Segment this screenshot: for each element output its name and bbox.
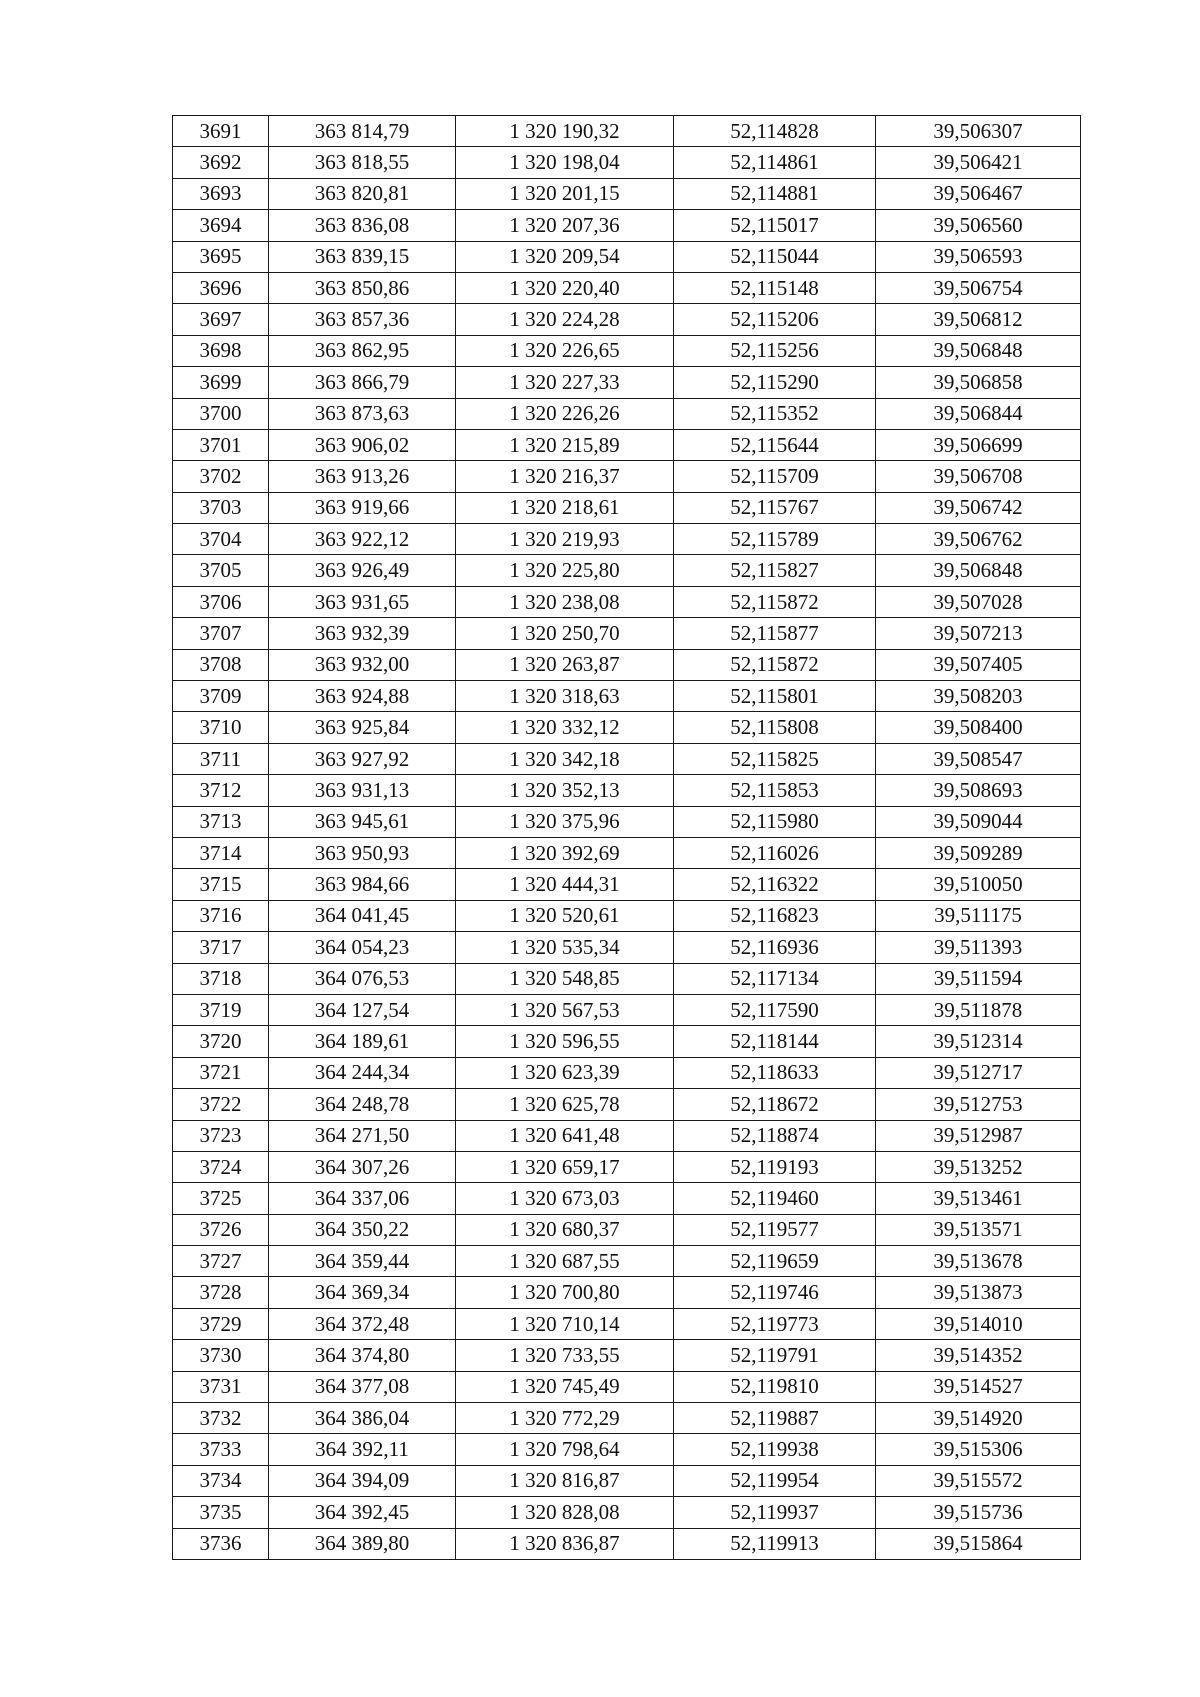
longitude-cell: 39,508547 (876, 743, 1081, 774)
table-row (173, 1026, 1081, 1057)
longitude-cell: 39,512987 (876, 1120, 1081, 1151)
table-row (173, 869, 1081, 900)
latitude-cell: 52,119746 (674, 1277, 876, 1308)
table-row (173, 1057, 1081, 1088)
latitude-cell: 52,114861 (674, 147, 876, 178)
table-row (173, 932, 1081, 963)
point-number-cell: 3699 (173, 367, 269, 398)
x-coordinate-cell: 364 076,53 (269, 963, 456, 994)
latitude-cell: 52,115767 (674, 492, 876, 523)
table-row (173, 147, 1081, 178)
x-coordinate-cell: 363 984,66 (269, 869, 456, 900)
latitude-cell: 52,115017 (674, 210, 876, 241)
y-coordinate-cell: 1 320 226,65 (456, 335, 674, 366)
y-coordinate-cell: 1 320 219,93 (456, 524, 674, 555)
point-number-cell: 3726 (173, 1214, 269, 1245)
longitude-cell: 39,506754 (876, 272, 1081, 303)
x-coordinate-cell: 363 932,00 (269, 649, 456, 680)
x-coordinate-cell: 364 369,34 (269, 1277, 456, 1308)
point-number-cell: 3702 (173, 461, 269, 492)
longitude-cell: 39,508400 (876, 712, 1081, 743)
latitude-cell: 52,117134 (674, 963, 876, 994)
point-number-cell: 3703 (173, 492, 269, 523)
point-number-cell: 3693 (173, 178, 269, 209)
y-coordinate-cell: 1 320 227,33 (456, 367, 674, 398)
x-coordinate-cell: 363 850,86 (269, 272, 456, 303)
latitude-cell: 52,115789 (674, 524, 876, 555)
longitude-cell: 39,506708 (876, 461, 1081, 492)
table-row (173, 1089, 1081, 1120)
point-number-cell: 3728 (173, 1277, 269, 1308)
longitude-cell: 39,509044 (876, 806, 1081, 837)
latitude-cell: 52,116026 (674, 837, 876, 868)
y-coordinate-cell: 1 320 535,34 (456, 932, 674, 963)
latitude-cell: 52,115709 (674, 461, 876, 492)
point-number-cell: 3707 (173, 618, 269, 649)
latitude-cell: 52,115644 (674, 429, 876, 460)
longitude-cell: 39,506812 (876, 304, 1081, 335)
point-number-cell: 3729 (173, 1308, 269, 1339)
point-number-cell: 3736 (173, 1528, 269, 1559)
x-coordinate-cell: 363 926,49 (269, 555, 456, 586)
latitude-cell: 52,118144 (674, 1026, 876, 1057)
coordinates-table-body (173, 116, 1081, 1560)
y-coordinate-cell: 1 320 375,96 (456, 806, 674, 837)
coordinates-table (172, 115, 1081, 1560)
x-coordinate-cell: 363 913,26 (269, 461, 456, 492)
y-coordinate-cell: 1 320 226,26 (456, 398, 674, 429)
table-row (173, 618, 1081, 649)
y-coordinate-cell: 1 320 641,48 (456, 1120, 674, 1151)
point-number-cell: 3725 (173, 1183, 269, 1214)
latitude-cell: 52,115825 (674, 743, 876, 774)
y-coordinate-cell: 1 320 828,08 (456, 1497, 674, 1528)
table-row (173, 1151, 1081, 1182)
x-coordinate-cell: 363 818,55 (269, 147, 456, 178)
y-coordinate-cell: 1 320 209,54 (456, 241, 674, 272)
table-row (173, 1340, 1081, 1371)
longitude-cell: 39,513678 (876, 1246, 1081, 1277)
longitude-cell: 39,510050 (876, 869, 1081, 900)
longitude-cell: 39,514352 (876, 1340, 1081, 1371)
x-coordinate-cell: 363 862,95 (269, 335, 456, 366)
y-coordinate-cell: 1 320 352,13 (456, 775, 674, 806)
table-row (173, 994, 1081, 1025)
table-row (173, 367, 1081, 398)
longitude-cell: 39,512753 (876, 1089, 1081, 1120)
latitude-cell: 52,119810 (674, 1371, 876, 1402)
x-coordinate-cell: 363 919,66 (269, 492, 456, 523)
y-coordinate-cell: 1 320 218,61 (456, 492, 674, 523)
table-row (173, 1183, 1081, 1214)
table-row (173, 429, 1081, 460)
longitude-cell: 39,507405 (876, 649, 1081, 680)
latitude-cell: 52,117590 (674, 994, 876, 1025)
y-coordinate-cell: 1 320 263,87 (456, 649, 674, 680)
table-row (173, 178, 1081, 209)
y-coordinate-cell: 1 320 224,28 (456, 304, 674, 335)
longitude-cell: 39,514920 (876, 1403, 1081, 1434)
longitude-cell: 39,506742 (876, 492, 1081, 523)
y-coordinate-cell: 1 320 201,15 (456, 178, 674, 209)
table-row (173, 900, 1081, 931)
longitude-cell: 39,511878 (876, 994, 1081, 1025)
y-coordinate-cell: 1 320 318,63 (456, 681, 674, 712)
latitude-cell: 52,119887 (674, 1403, 876, 1434)
point-number-cell: 3710 (173, 712, 269, 743)
latitude-cell: 52,119954 (674, 1465, 876, 1496)
longitude-cell: 39,514527 (876, 1371, 1081, 1402)
longitude-cell: 39,515736 (876, 1497, 1081, 1528)
longitude-cell: 39,506593 (876, 241, 1081, 272)
y-coordinate-cell: 1 320 772,29 (456, 1403, 674, 1434)
y-coordinate-cell: 1 320 596,55 (456, 1026, 674, 1057)
x-coordinate-cell: 364 189,61 (269, 1026, 456, 1057)
x-coordinate-cell: 363 932,39 (269, 618, 456, 649)
table-row (173, 1308, 1081, 1339)
latitude-cell: 52,115808 (674, 712, 876, 743)
x-coordinate-cell: 364 271,50 (269, 1120, 456, 1151)
y-coordinate-cell: 1 320 215,89 (456, 429, 674, 460)
latitude-cell: 52,115877 (674, 618, 876, 649)
longitude-cell: 39,506844 (876, 398, 1081, 429)
latitude-cell: 52,115256 (674, 335, 876, 366)
x-coordinate-cell: 364 389,80 (269, 1528, 456, 1559)
x-coordinate-cell: 364 248,78 (269, 1089, 456, 1120)
latitude-cell: 52,119791 (674, 1340, 876, 1371)
y-coordinate-cell: 1 320 207,36 (456, 210, 674, 241)
latitude-cell: 52,115290 (674, 367, 876, 398)
x-coordinate-cell: 364 394,09 (269, 1465, 456, 1496)
table-row (173, 1371, 1081, 1402)
table-row (173, 1403, 1081, 1434)
table-row (173, 712, 1081, 743)
x-coordinate-cell: 364 307,26 (269, 1151, 456, 1182)
point-number-cell: 3708 (173, 649, 269, 680)
y-coordinate-cell: 1 320 687,55 (456, 1246, 674, 1277)
x-coordinate-cell: 363 925,84 (269, 712, 456, 743)
x-coordinate-cell: 363 927,92 (269, 743, 456, 774)
longitude-cell: 39,506848 (876, 555, 1081, 586)
x-coordinate-cell: 364 054,23 (269, 932, 456, 963)
table-row (173, 586, 1081, 617)
longitude-cell: 39,509289 (876, 837, 1081, 868)
latitude-cell: 52,115148 (674, 272, 876, 303)
x-coordinate-cell: 364 392,45 (269, 1497, 456, 1528)
longitude-cell: 39,506858 (876, 367, 1081, 398)
longitude-cell: 39,515572 (876, 1465, 1081, 1496)
y-coordinate-cell: 1 320 673,03 (456, 1183, 674, 1214)
y-coordinate-cell: 1 320 836,87 (456, 1528, 674, 1559)
longitude-cell: 39,511393 (876, 932, 1081, 963)
table-row (173, 335, 1081, 366)
y-coordinate-cell: 1 320 567,53 (456, 994, 674, 1025)
y-coordinate-cell: 1 320 332,12 (456, 712, 674, 743)
y-coordinate-cell: 1 320 225,80 (456, 555, 674, 586)
point-number-cell: 3696 (173, 272, 269, 303)
longitude-cell: 39,512717 (876, 1057, 1081, 1088)
latitude-cell: 52,115872 (674, 649, 876, 680)
latitude-cell: 52,118874 (674, 1120, 876, 1151)
table-row (173, 241, 1081, 272)
point-number-cell: 3715 (173, 869, 269, 900)
point-number-cell: 3711 (173, 743, 269, 774)
longitude-cell: 39,511175 (876, 900, 1081, 931)
longitude-cell: 39,515306 (876, 1434, 1081, 1465)
y-coordinate-cell: 1 320 798,64 (456, 1434, 674, 1465)
latitude-cell: 52,119937 (674, 1497, 876, 1528)
table-row (173, 304, 1081, 335)
point-number-cell: 3721 (173, 1057, 269, 1088)
x-coordinate-cell: 363 922,12 (269, 524, 456, 555)
point-number-cell: 3733 (173, 1434, 269, 1465)
longitude-cell: 39,514010 (876, 1308, 1081, 1339)
table-row (173, 775, 1081, 806)
point-number-cell: 3712 (173, 775, 269, 806)
y-coordinate-cell: 1 320 659,17 (456, 1151, 674, 1182)
table-row (173, 210, 1081, 241)
x-coordinate-cell: 364 377,08 (269, 1371, 456, 1402)
latitude-cell: 52,115872 (674, 586, 876, 617)
table-row (173, 743, 1081, 774)
table-row (173, 1246, 1081, 1277)
latitude-cell: 52,115827 (674, 555, 876, 586)
y-coordinate-cell: 1 320 444,31 (456, 869, 674, 900)
point-number-cell: 3717 (173, 932, 269, 963)
x-coordinate-cell: 364 386,04 (269, 1403, 456, 1434)
table-row (173, 116, 1081, 147)
point-number-cell: 3718 (173, 963, 269, 994)
point-number-cell: 3732 (173, 1403, 269, 1434)
latitude-cell: 52,115853 (674, 775, 876, 806)
longitude-cell: 39,506560 (876, 210, 1081, 241)
y-coordinate-cell: 1 320 710,14 (456, 1308, 674, 1339)
x-coordinate-cell: 364 244,34 (269, 1057, 456, 1088)
y-coordinate-cell: 1 320 733,55 (456, 1340, 674, 1371)
x-coordinate-cell: 363 931,65 (269, 586, 456, 617)
table-row (173, 398, 1081, 429)
longitude-cell: 39,512314 (876, 1026, 1081, 1057)
x-coordinate-cell: 363 814,79 (269, 116, 456, 147)
table-row (173, 649, 1081, 680)
x-coordinate-cell: 363 924,88 (269, 681, 456, 712)
x-coordinate-cell: 364 392,11 (269, 1434, 456, 1465)
longitude-cell: 39,506307 (876, 116, 1081, 147)
x-coordinate-cell: 364 350,22 (269, 1214, 456, 1245)
longitude-cell: 39,515864 (876, 1528, 1081, 1559)
table-row (173, 1434, 1081, 1465)
point-number-cell: 3724 (173, 1151, 269, 1182)
longitude-cell: 39,513252 (876, 1151, 1081, 1182)
y-coordinate-cell: 1 320 220,40 (456, 272, 674, 303)
y-coordinate-cell: 1 320 520,61 (456, 900, 674, 931)
longitude-cell: 39,511594 (876, 963, 1081, 994)
y-coordinate-cell: 1 320 625,78 (456, 1089, 674, 1120)
x-coordinate-cell: 364 359,44 (269, 1246, 456, 1277)
longitude-cell: 39,508693 (876, 775, 1081, 806)
table-row (173, 461, 1081, 492)
y-coordinate-cell: 1 320 700,80 (456, 1277, 674, 1308)
latitude-cell: 52,115206 (674, 304, 876, 335)
x-coordinate-cell: 363 820,81 (269, 178, 456, 209)
longitude-cell: 39,508203 (876, 681, 1081, 712)
table-row (173, 963, 1081, 994)
point-number-cell: 3705 (173, 555, 269, 586)
latitude-cell: 52,119577 (674, 1214, 876, 1245)
point-number-cell: 3704 (173, 524, 269, 555)
x-coordinate-cell: 363 857,36 (269, 304, 456, 335)
latitude-cell: 52,119938 (674, 1434, 876, 1465)
y-coordinate-cell: 1 320 250,70 (456, 618, 674, 649)
longitude-cell: 39,506762 (876, 524, 1081, 555)
y-coordinate-cell: 1 320 745,49 (456, 1371, 674, 1402)
point-number-cell: 3701 (173, 429, 269, 460)
y-coordinate-cell: 1 320 216,37 (456, 461, 674, 492)
latitude-cell: 52,116823 (674, 900, 876, 931)
longitude-cell: 39,506848 (876, 335, 1081, 366)
table-row (173, 1277, 1081, 1308)
point-number-cell: 3695 (173, 241, 269, 272)
point-number-cell: 3734 (173, 1465, 269, 1496)
x-coordinate-cell: 363 836,08 (269, 210, 456, 241)
point-number-cell: 3698 (173, 335, 269, 366)
y-coordinate-cell: 1 320 342,18 (456, 743, 674, 774)
point-number-cell: 3694 (173, 210, 269, 241)
table-row (173, 492, 1081, 523)
latitude-cell: 52,119773 (674, 1308, 876, 1339)
point-number-cell: 3697 (173, 304, 269, 335)
longitude-cell: 39,507213 (876, 618, 1081, 649)
y-coordinate-cell: 1 320 548,85 (456, 963, 674, 994)
x-coordinate-cell: 364 372,48 (269, 1308, 456, 1339)
point-number-cell: 3723 (173, 1120, 269, 1151)
y-coordinate-cell: 1 320 392,69 (456, 837, 674, 868)
x-coordinate-cell: 364 337,06 (269, 1183, 456, 1214)
point-number-cell: 3691 (173, 116, 269, 147)
longitude-cell: 39,507028 (876, 586, 1081, 617)
longitude-cell: 39,506467 (876, 178, 1081, 209)
x-coordinate-cell: 363 950,93 (269, 837, 456, 868)
latitude-cell: 52,118672 (674, 1089, 876, 1120)
point-number-cell: 3730 (173, 1340, 269, 1371)
y-coordinate-cell: 1 320 816,87 (456, 1465, 674, 1496)
latitude-cell: 52,114881 (674, 178, 876, 209)
latitude-cell: 52,119659 (674, 1246, 876, 1277)
x-coordinate-cell: 363 931,13 (269, 775, 456, 806)
longitude-cell: 39,506699 (876, 429, 1081, 460)
longitude-cell: 39,513571 (876, 1214, 1081, 1245)
y-coordinate-cell: 1 320 238,08 (456, 586, 674, 617)
longitude-cell: 39,513461 (876, 1183, 1081, 1214)
x-coordinate-cell: 364 041,45 (269, 900, 456, 931)
table-row (173, 1120, 1081, 1151)
point-number-cell: 3735 (173, 1497, 269, 1528)
table-row (173, 1528, 1081, 1559)
latitude-cell: 52,119913 (674, 1528, 876, 1559)
table-row (173, 524, 1081, 555)
x-coordinate-cell: 363 906,02 (269, 429, 456, 460)
x-coordinate-cell: 363 945,61 (269, 806, 456, 837)
point-number-cell: 3706 (173, 586, 269, 617)
table-row (173, 1214, 1081, 1245)
table-row (173, 1497, 1081, 1528)
point-number-cell: 3716 (173, 900, 269, 931)
table-row (173, 806, 1081, 837)
latitude-cell: 52,118633 (674, 1057, 876, 1088)
latitude-cell: 52,114828 (674, 116, 876, 147)
table-row (173, 1465, 1081, 1496)
latitude-cell: 52,119193 (674, 1151, 876, 1182)
point-number-cell: 3714 (173, 837, 269, 868)
latitude-cell: 52,115980 (674, 806, 876, 837)
x-coordinate-cell: 363 866,79 (269, 367, 456, 398)
point-number-cell: 3719 (173, 994, 269, 1025)
x-coordinate-cell: 364 127,54 (269, 994, 456, 1025)
y-coordinate-cell: 1 320 680,37 (456, 1214, 674, 1245)
latitude-cell: 52,116936 (674, 932, 876, 963)
y-coordinate-cell: 1 320 198,04 (456, 147, 674, 178)
table-row (173, 837, 1081, 868)
y-coordinate-cell: 1 320 190,32 (456, 116, 674, 147)
latitude-cell: 52,115044 (674, 241, 876, 272)
longitude-cell: 39,513873 (876, 1277, 1081, 1308)
latitude-cell: 52,115801 (674, 681, 876, 712)
point-number-cell: 3720 (173, 1026, 269, 1057)
latitude-cell: 52,115352 (674, 398, 876, 429)
x-coordinate-cell: 363 873,63 (269, 398, 456, 429)
point-number-cell: 3700 (173, 398, 269, 429)
point-number-cell: 3713 (173, 806, 269, 837)
x-coordinate-cell: 363 839,15 (269, 241, 456, 272)
latitude-cell: 52,119460 (674, 1183, 876, 1214)
table-row (173, 681, 1081, 712)
table-row (173, 555, 1081, 586)
latitude-cell: 52,116322 (674, 869, 876, 900)
longitude-cell: 39,506421 (876, 147, 1081, 178)
point-number-cell: 3727 (173, 1246, 269, 1277)
point-number-cell: 3731 (173, 1371, 269, 1402)
x-coordinate-cell: 364 374,80 (269, 1340, 456, 1371)
table-row (173, 272, 1081, 303)
point-number-cell: 3722 (173, 1089, 269, 1120)
point-number-cell: 3692 (173, 147, 269, 178)
y-coordinate-cell: 1 320 623,39 (456, 1057, 674, 1088)
point-number-cell: 3709 (173, 681, 269, 712)
